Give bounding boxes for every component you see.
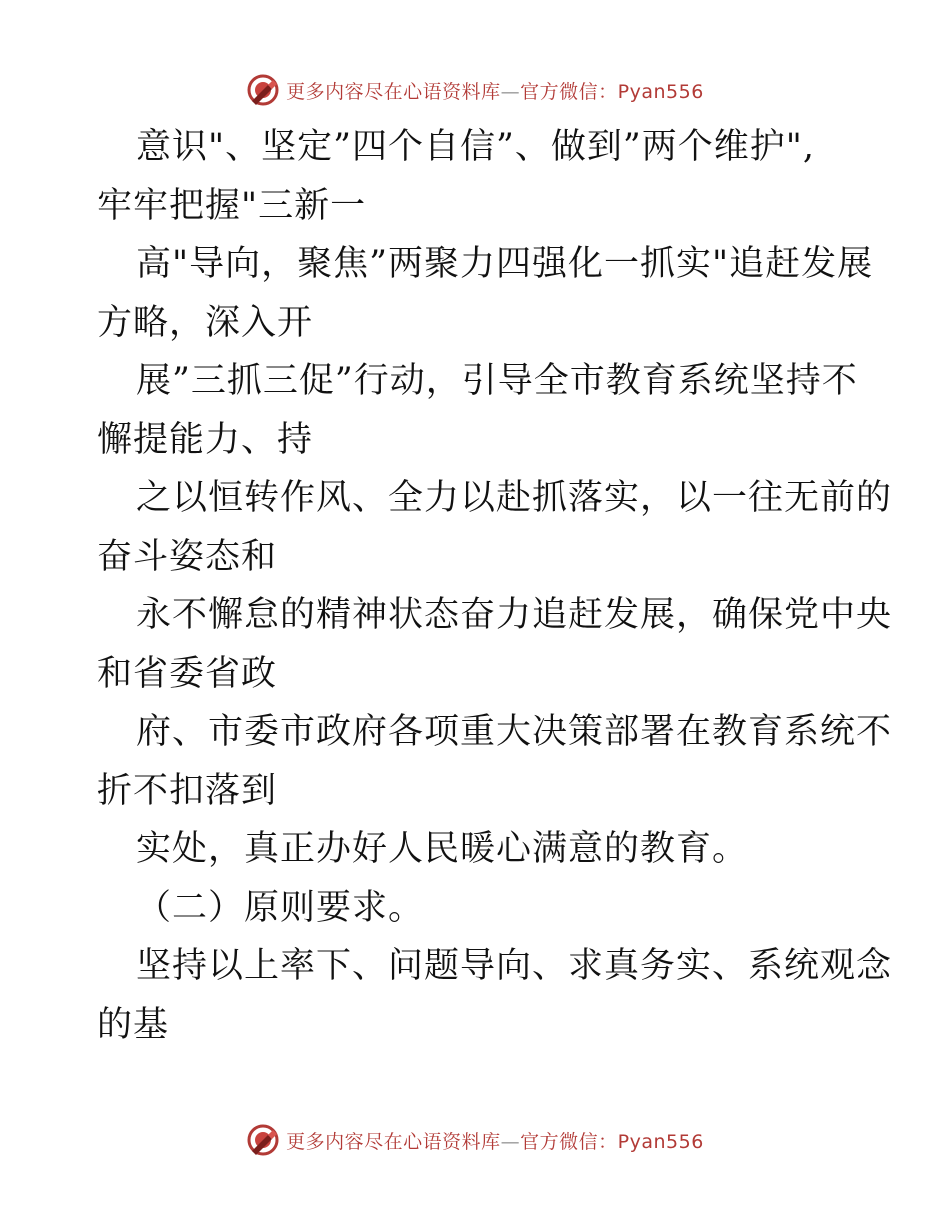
text-line: 府、市委市政府各项重大决策部署在教育系统不	[136, 712, 893, 752]
header-banner-dash: —	[500, 80, 521, 103]
text-line: （二）原则要求。	[136, 887, 425, 928]
footer-banner-main: 更多内容尽在心语资料库	[286, 1130, 501, 1153]
text-line: 的基	[97, 1004, 170, 1045]
footer-banner-inner	[246, 1123, 704, 1157]
header-banner-wechat: 官方微信：Pyan556	[520, 80, 704, 103]
text-line: 坚持以上率下、问题导向、求真务实、系统观念	[136, 946, 893, 986]
text-line: 高"导向，聚焦”两聚力四强化一抓实"追赶发展	[136, 244, 874, 284]
header-banner-text	[286, 77, 704, 104]
text-line: 永不懈怠的精神状态奋力追赶发展，确保党中央	[136, 595, 893, 635]
text-line: 意识"、坚定”四个自信”、做到”两个维护",	[136, 127, 816, 167]
text-line: 实处，真正办好人民暖心满意的教育。	[136, 829, 749, 869]
header-banner-main: 更多内容尽在心语资料库	[286, 80, 501, 103]
footer-banner-dash: —	[500, 1130, 521, 1153]
header-banner	[0, 70, 950, 110]
text-line: 之以恒转作风、全力以赴抓落实，以一往无前的	[136, 478, 893, 518]
text-line: 牢牢把握"三新一	[97, 185, 367, 226]
text-line: 懈提能力、持	[97, 419, 314, 460]
footer-banner-wechat: 官方微信：Pyan556	[520, 1130, 704, 1153]
pen-logo-icon	[246, 1123, 280, 1157]
text-line: 和省委省政	[97, 653, 278, 694]
text-line: 展”三抓三促”行动，引导全市教育系统坚持不	[136, 361, 858, 401]
text-line: 方略，深入开	[97, 302, 314, 343]
text-line: 折不扣落到	[97, 770, 278, 811]
header-banner-inner	[246, 73, 704, 107]
pen-logo-icon	[246, 73, 280, 107]
document-body	[97, 118, 893, 1054]
text-line: 奋斗姿态和	[97, 536, 278, 577]
footer-banner	[0, 1120, 950, 1160]
footer-banner-text	[286, 1127, 704, 1154]
